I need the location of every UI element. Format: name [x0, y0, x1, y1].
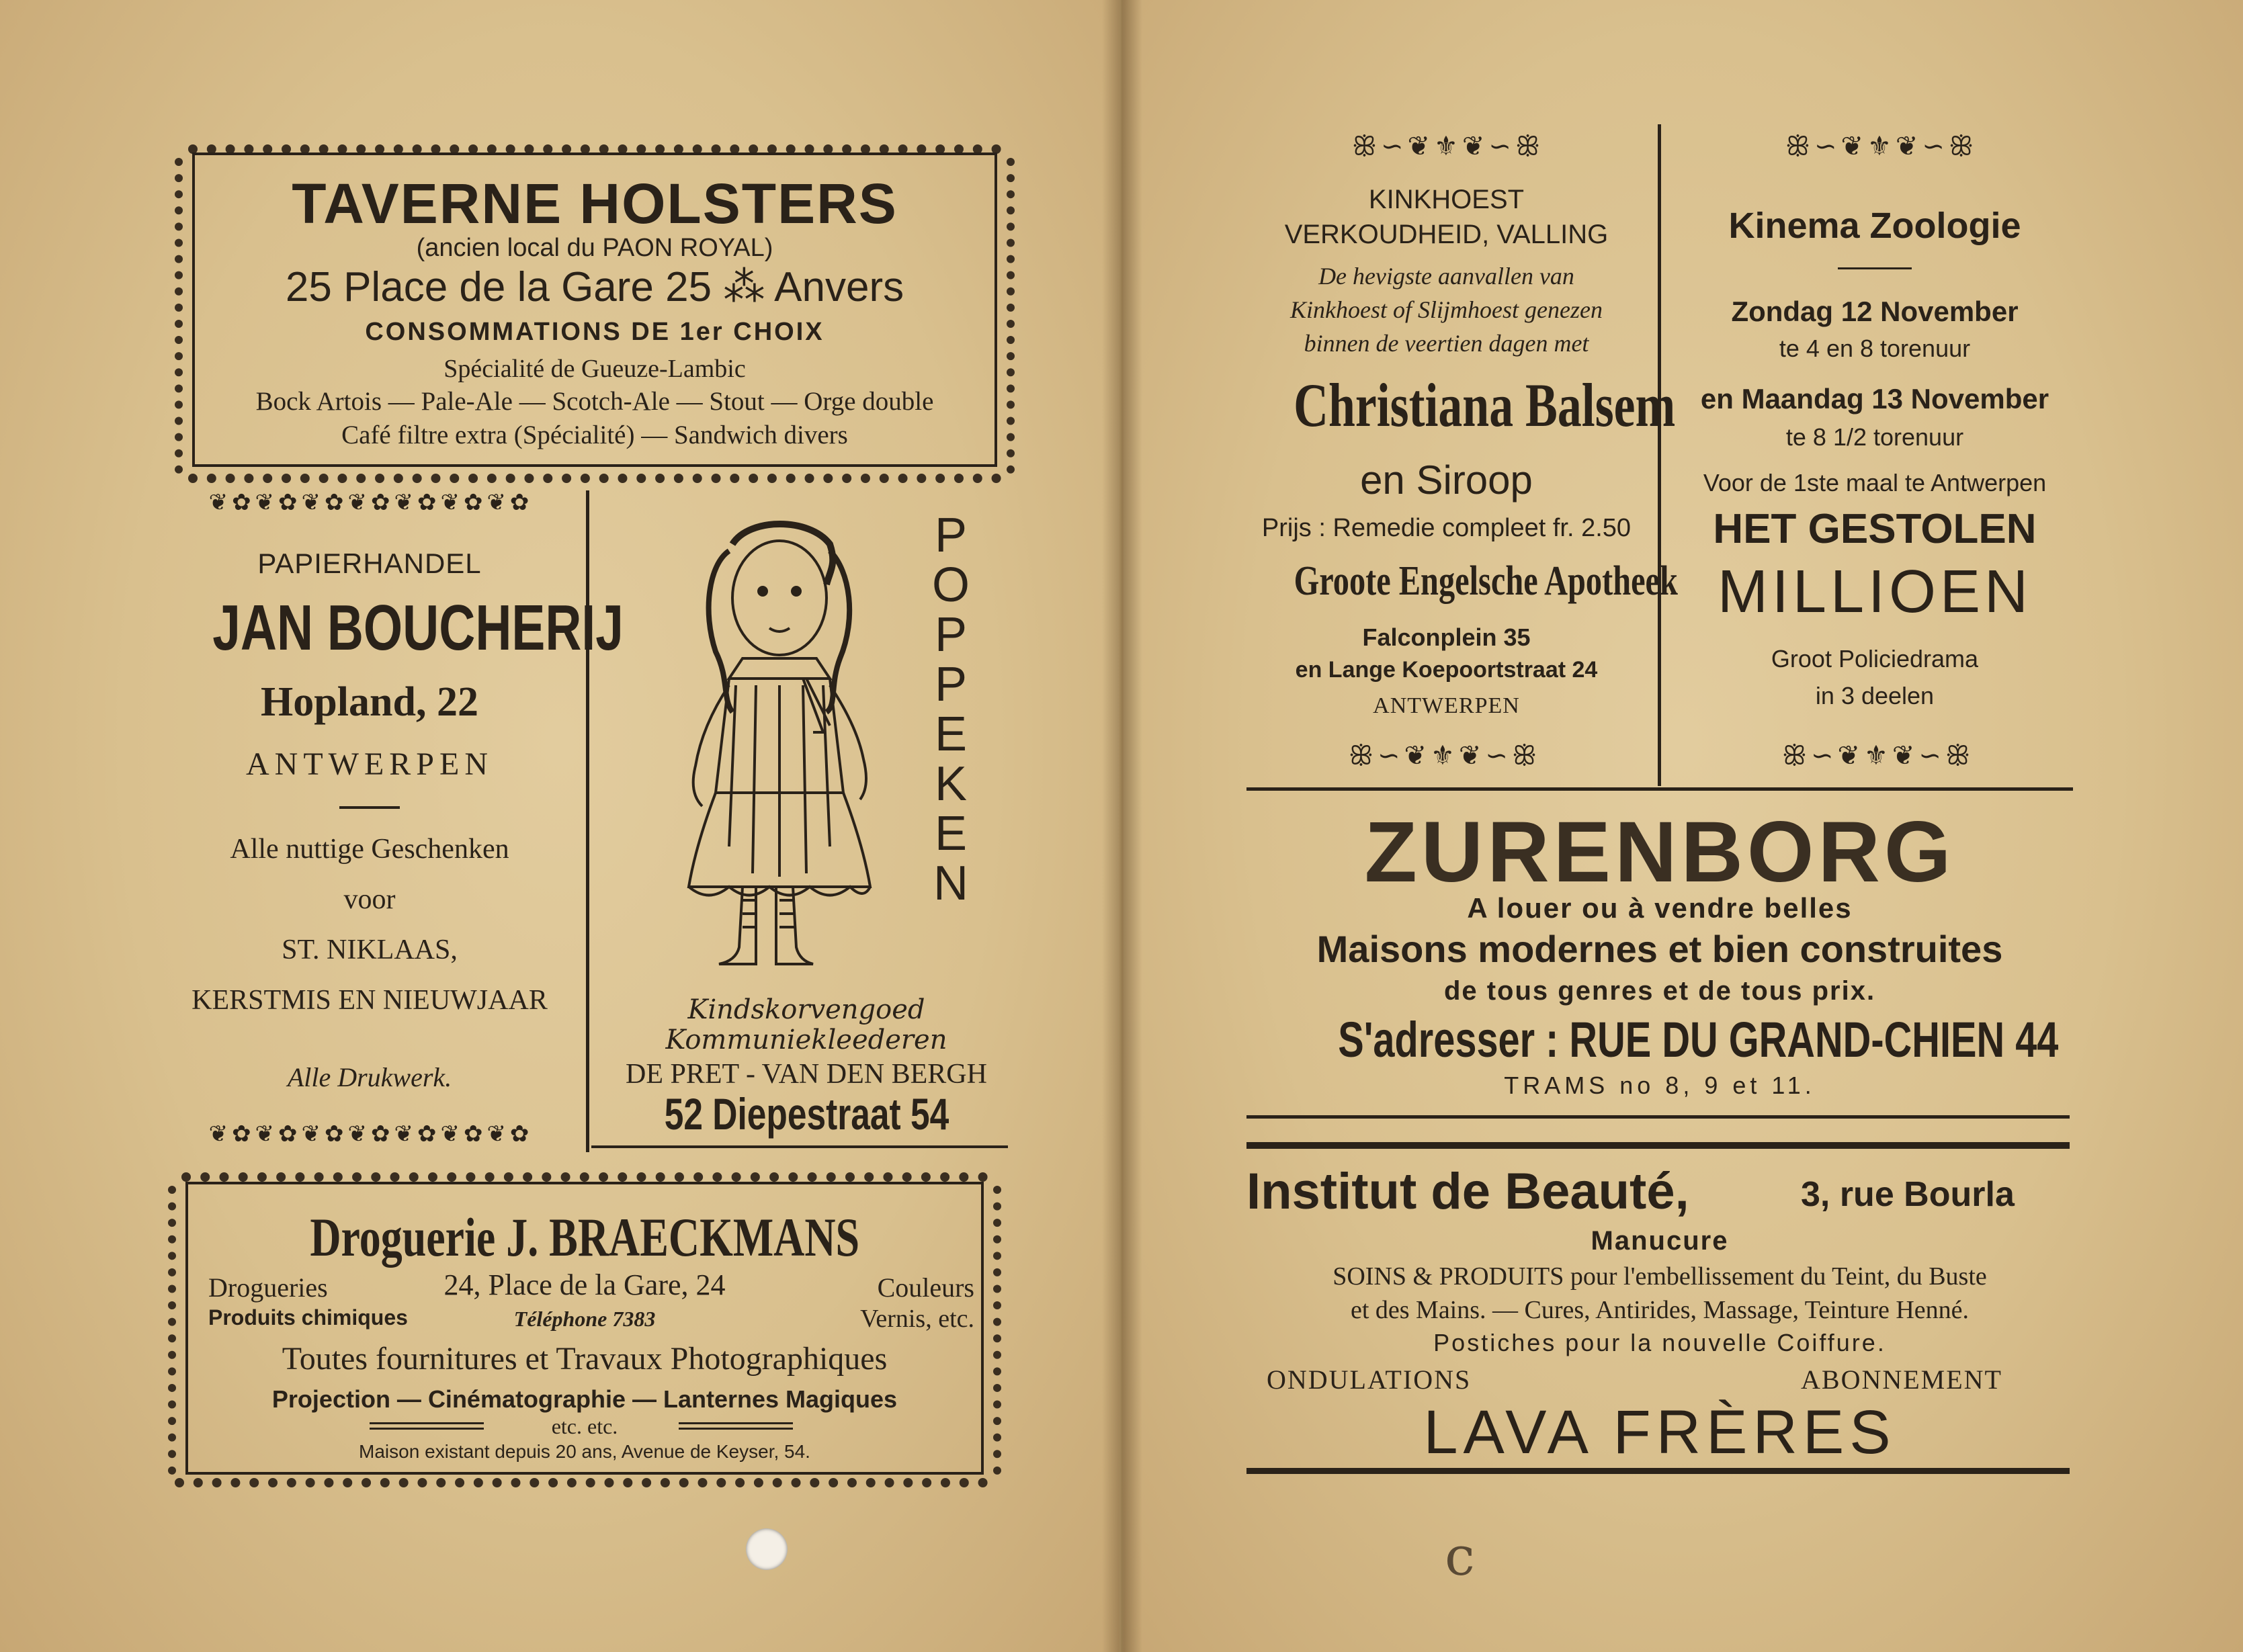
- kinema-title1: HET GESTOLEN: [1713, 506, 2037, 552]
- poppeken-shop: DE PRET - VAN DEN BERGH: [626, 1059, 987, 1090]
- taverne-beers: Bock Artois — Pale-Ale — Scotch-Ale — Stout — Orge double: [255, 387, 934, 416]
- short-rule: [1838, 267, 1912, 269]
- leaf-ornament-top: ❦✿❦✿❦✿❦✿❦✿❦✿❦✿: [208, 489, 534, 516]
- balsem-addr2: en Lange Koepoortstraat 24: [1295, 657, 1598, 683]
- ad-kinema-zoologie: [1666, 181, 2083, 732]
- beaute-postiches: Postiches pour la nouvelle Coiffure.: [1433, 1329, 1886, 1356]
- balsem-italic2: Kinkhoest of Slijmhoest genezen: [1290, 296, 1603, 323]
- binding-hole: [746, 1528, 788, 1570]
- poppeken-line1: Kindskorvengoed: [687, 994, 925, 1025]
- balsem-city: ANTWERPEN: [1373, 693, 1520, 718]
- decorative-border-bottom: [188, 474, 1001, 483]
- kinema-time2: te 8 1/2 torenuur: [1785, 423, 1964, 451]
- beaute-name: Institut de Beauté,: [1246, 1163, 1689, 1220]
- beaute-ondulations: ONDULATIONS: [1267, 1364, 1472, 1395]
- kinema-name: Kinema Zoologie: [1728, 206, 2021, 246]
- poppeken-rule: [591, 1145, 1008, 1148]
- taverne-specialite: Spécialité de Gueuze-Lambic: [443, 355, 746, 383]
- kinema-time1: te 4 en 8 torenuur: [1779, 335, 1971, 362]
- zurenborg-line1: A louer ou à vendre belles: [1467, 892, 1853, 924]
- ad-taverne-holsters: [175, 144, 1015, 487]
- balsem-italic3: binnen de veertien dagen met: [1304, 330, 1589, 357]
- balsem-sub: en Siroop: [1360, 458, 1533, 503]
- ad-jan-boucherij: [155, 537, 624, 1129]
- drog-projection: Projection — Cinématographie — Lanternes Magiques: [271, 1385, 898, 1413]
- papier-line1: Alle nuttige Geschenken: [230, 834, 509, 865]
- papier-category: PAPIERHANDEL: [257, 548, 482, 579]
- papier-line4: KERSTMIS EN NIEUWJAAR: [192, 985, 548, 1016]
- kinema-title2: MILLIOEN: [1717, 558, 2033, 625]
- papier-name-wrap: [155, 591, 624, 665]
- kinema-genre: Groot Policiedrama: [1771, 645, 1979, 672]
- poppeken-line2: Kommuniekleederen: [665, 1025, 947, 1055]
- beaute-abonnement: ABONNEMENT: [1801, 1364, 2002, 1395]
- scroll-ornament-bottom-left: ꕥ∽❦⚜❦∽ꕥ: [1348, 740, 1541, 771]
- drog-name-wrap: [168, 1206, 1001, 1269]
- zurenborg-line3: de tous genres et de tous prix.: [1443, 976, 1876, 1006]
- beaute-firm: LAVA FRÈRES: [1423, 1398, 1896, 1467]
- poppeken-address: 52 Diepestraat 54: [664, 1089, 949, 1139]
- ad-institut-de-beaute: [1236, 1156, 2083, 1478]
- papier-line3: ST. NIKLAAS,: [282, 934, 458, 965]
- drog-phone: Téléphone 7383: [513, 1307, 656, 1331]
- ad-droguerie-braeckmans: [168, 1172, 1001, 1495]
- scroll-ornament-top-right: ꕥ∽❦⚜❦∽ꕥ: [1785, 131, 1978, 162]
- zurenborg-adresser-wrap: [1236, 1011, 2083, 1070]
- pencil-mark: c: [1445, 1525, 1475, 1588]
- zurenborg-name: ZURENBORG: [1364, 804, 1955, 900]
- beaute-soins1: SOINS & PRODUITS pour l'embellissement du Teint, du Buste: [1332, 1262, 1987, 1291]
- beaute-top-rule-1: [1246, 1115, 2070, 1119]
- ad-christiana-balsem: [1240, 181, 1678, 732]
- zurenborg-top-rule: [1246, 787, 2073, 791]
- scroll-ornament-bottom-right: ꕥ∽❦⚜❦∽ꕥ: [1781, 740, 1975, 771]
- drog-maison: Maison existant depuis 20 ans, Avenue de Keyser, 54.: [359, 1441, 810, 1462]
- balsem-apotheek-wrap: [1240, 558, 1678, 605]
- ad-zurenborg: [1236, 793, 2083, 1115]
- doll-illustration: [669, 511, 890, 981]
- drog-right2: Vernis, etc.: [860, 1305, 974, 1333]
- beaute-manucure: Manucure: [1591, 1226, 1729, 1256]
- short-rule: [339, 806, 400, 809]
- right-column-divider: [1658, 124, 1661, 786]
- drog-fournitures: Toutes fournitures et Travaux Photographiques: [282, 1341, 888, 1377]
- papier-city: ANTWERPEN: [246, 746, 493, 782]
- taverne-consommations: CONSOMMATIONS DE 1er CHOIX: [365, 318, 824, 346]
- drog-etc: etc. etc.: [551, 1414, 618, 1438]
- taverne-former-name: (ancien local du PAON ROYAL): [416, 234, 773, 262]
- decorative-border-bottom: [175, 1478, 988, 1487]
- drog-left1: Drogueries: [208, 1272, 328, 1303]
- kinema-parts: in 3 deelen: [1815, 682, 1935, 709]
- taverne-address-line: [175, 262, 1015, 311]
- zurenborg-adresser: S'adresser : RUE DU GRAND-CHIEN 44: [1338, 1012, 2059, 1068]
- taverne-cafe: Café filtre extra (Spécialité) — Sandwich divers: [341, 421, 848, 449]
- papier-address: Hopland, 22: [261, 679, 478, 725]
- beaute-top-rule-2: [1246, 1142, 2070, 1149]
- beaute-soins2: et des Mains. — Cures, Antirides, Massage, Teinture Henné.: [1350, 1296, 1970, 1324]
- balsem-name-wrap: [1240, 369, 1676, 441]
- beaute-bottom-rule: [1246, 1468, 2070, 1474]
- star-ornament-icon: ⁂: [723, 264, 775, 310]
- papier-line2: voor: [343, 884, 396, 915]
- papier-line5: Alle Drukwerk.: [287, 1062, 452, 1092]
- zurenborg-line2: Maisons modernes et bien construites: [1316, 928, 2003, 970]
- balsem-addr1: Falconplein 35: [1362, 623, 1531, 651]
- balsem-line2: VERKOUDHEID, VALLING: [1284, 220, 1609, 249]
- kinema-date2: en Maandag 13 November: [1700, 383, 2049, 415]
- ad-poppeken: [591, 497, 1021, 1156]
- leaf-ornament-bottom: ❦✿❦✿❦✿❦✿❦✿❦✿❦✿: [208, 1121, 534, 1147]
- poppeken-vertical-title: POPPEKEN: [931, 509, 970, 910]
- taverne-name: TAVERNE HOLSTERS: [292, 172, 898, 235]
- papier-name: JAN BOUCHERIJ: [212, 592, 624, 664]
- balsem-name: Christiana Balsem: [1294, 371, 1676, 439]
- zurenborg-trams: TRAMS no 8, 9 et 11.: [1504, 1072, 1816, 1099]
- balsem-italic1: De hevigste aanvallen van: [1318, 263, 1574, 290]
- column-divider: [586, 490, 589, 1152]
- scroll-ornament-top-left: ꕥ∽❦⚜❦∽ꕥ: [1351, 131, 1545, 162]
- beaute-address: 3, rue Bourla: [1801, 1175, 2015, 1214]
- balsem-line1: KINKHOEST: [1368, 185, 1525, 214]
- kinema-date1: Zondag 12 November: [1731, 296, 2019, 327]
- double-rule-right: [679, 1422, 793, 1424]
- balsem-apotheek: Groote Engelsche Apotheek: [1294, 558, 1678, 604]
- drog-name: Droguerie J. BRAECKMANS: [310, 1207, 859, 1268]
- taverne-address: 25 Place de la Gare 25: [285, 264, 712, 310]
- taverne-city: Anvers: [774, 264, 904, 310]
- book-gutter: [1102, 0, 1142, 1652]
- balsem-price: Prijs : Remedie compleet fr. 2.50: [1261, 514, 1632, 542]
- drog-left2: Produits chimiques: [208, 1305, 408, 1330]
- drog-right1: Couleurs: [877, 1272, 974, 1303]
- decorative-border-top: [181, 1172, 988, 1182]
- poppeken-address-wrap: [591, 1088, 1021, 1141]
- drog-address: 24, Place de la Gare, 24: [443, 1268, 726, 1301]
- kinema-first: Voor de 1ste maal te Antwerpen: [1703, 469, 2047, 496]
